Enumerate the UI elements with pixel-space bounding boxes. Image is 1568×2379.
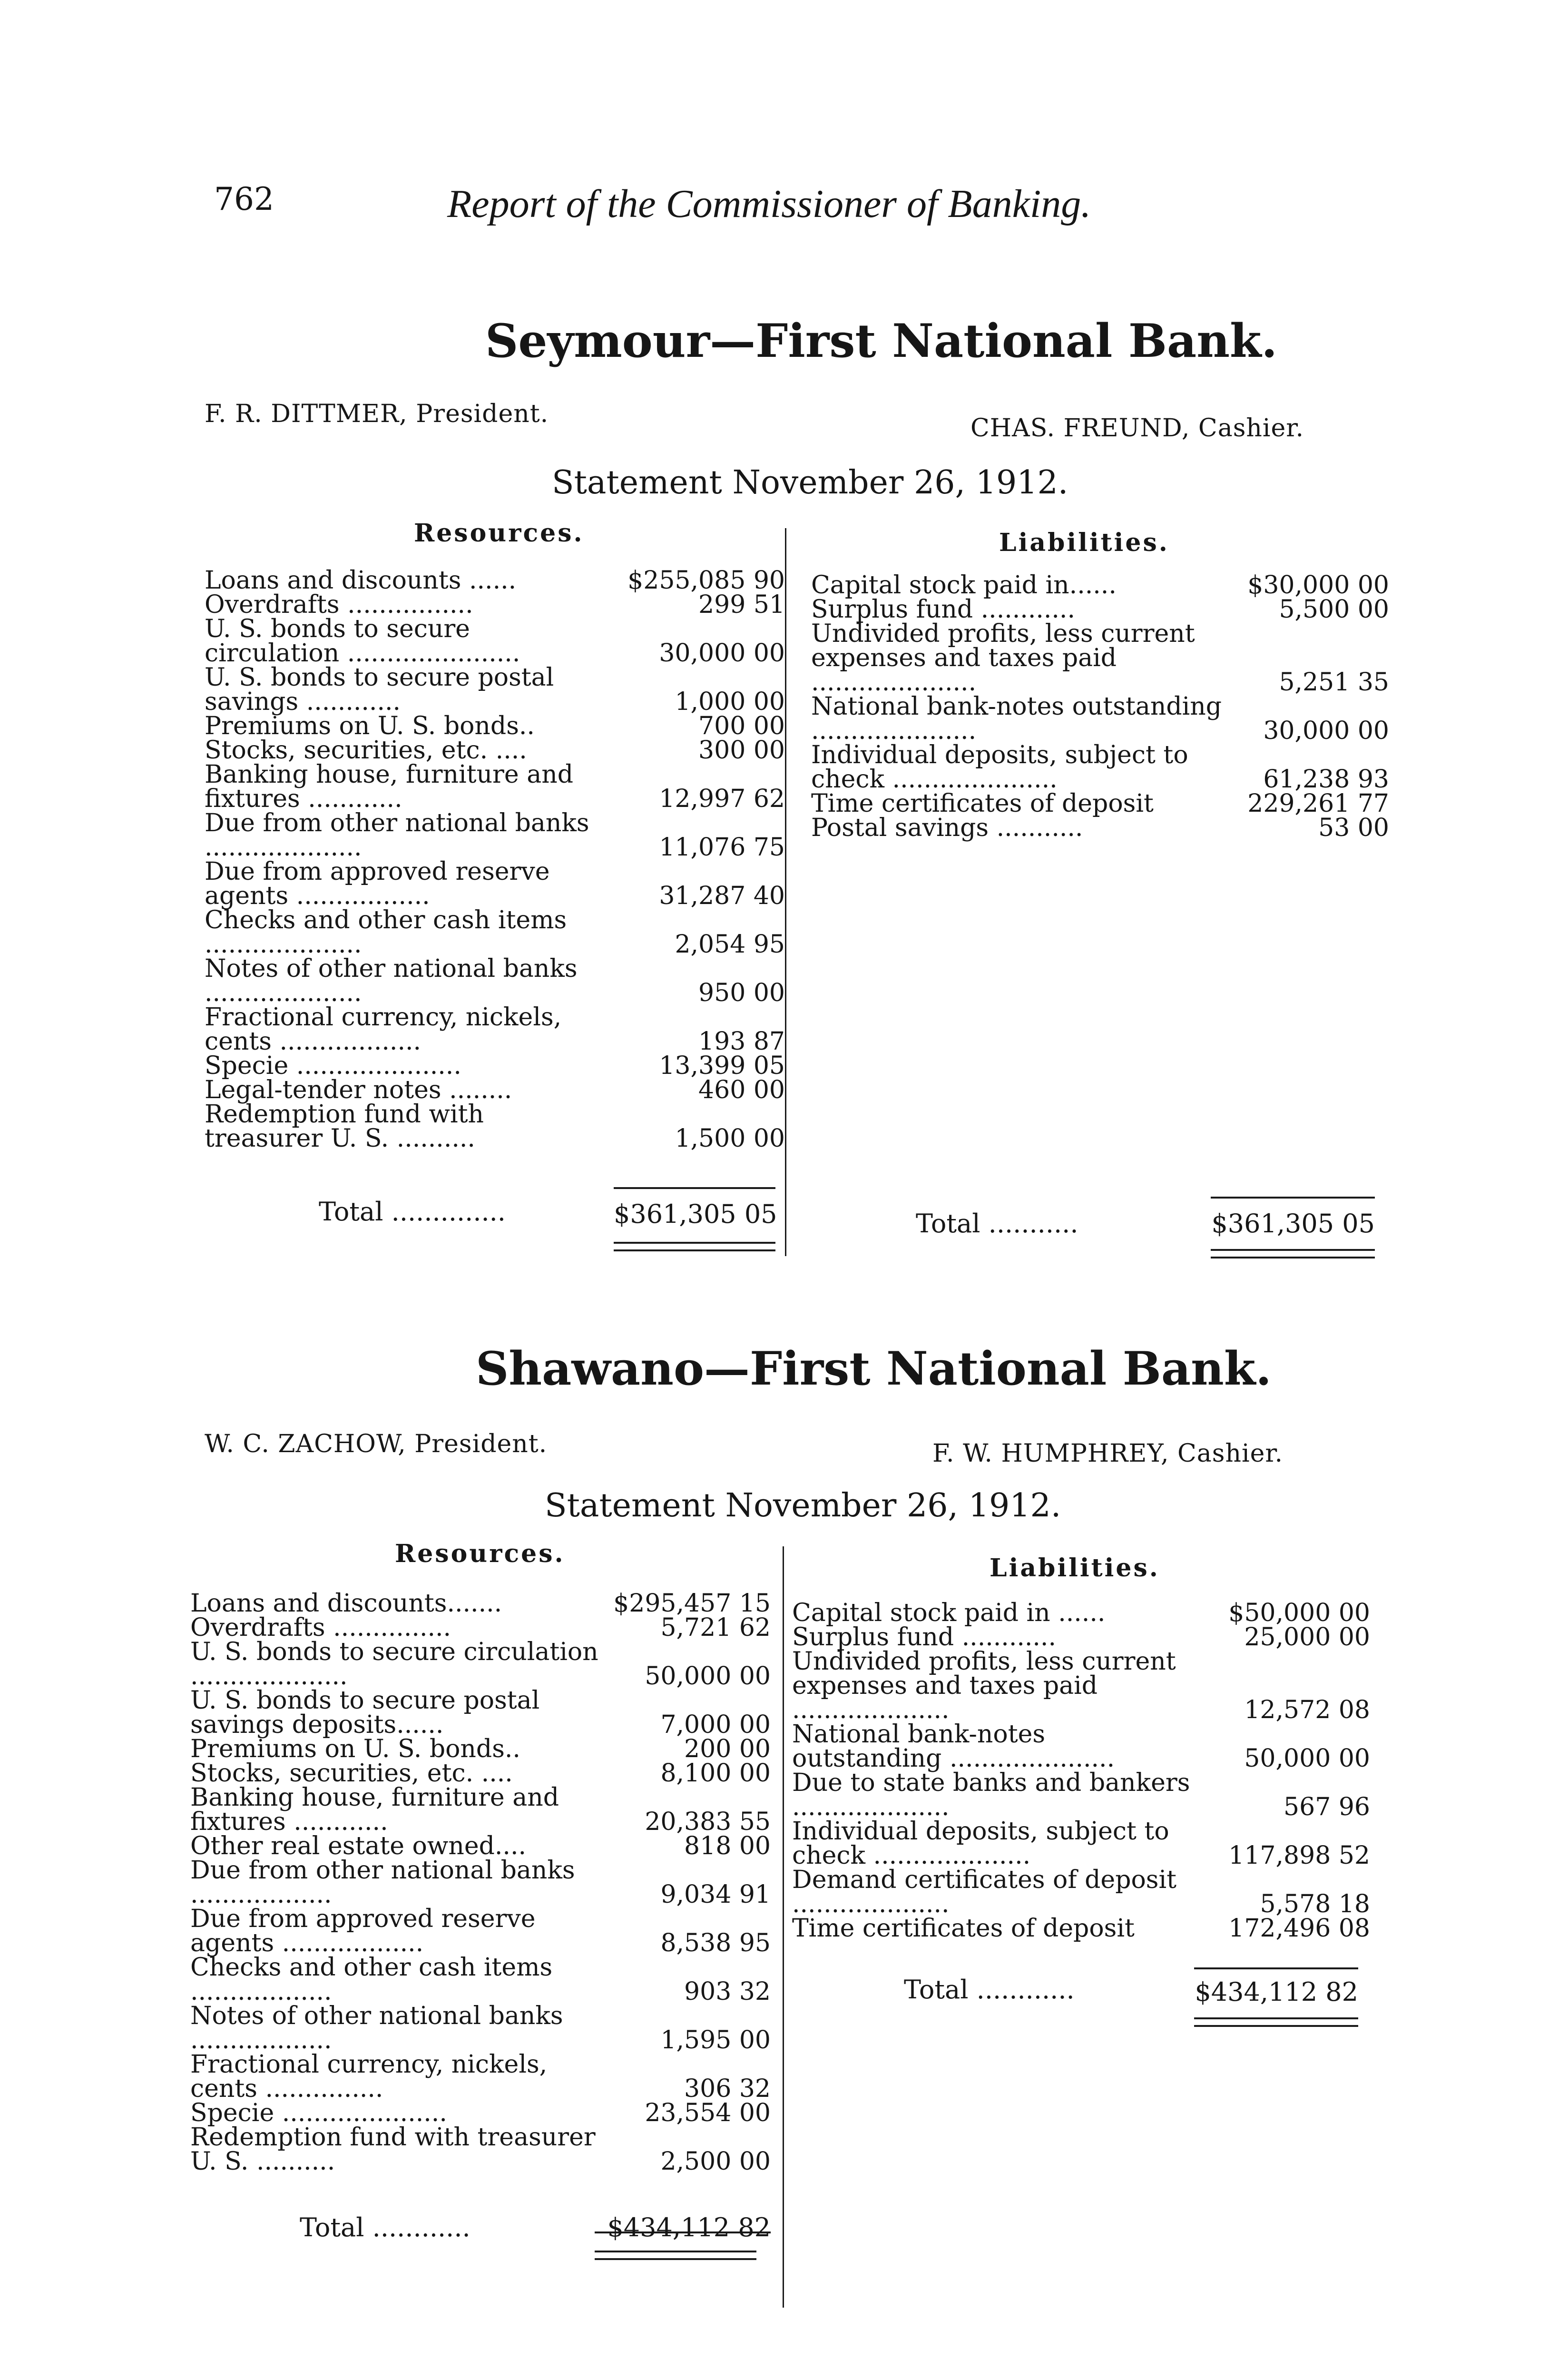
column-divider — [785, 528, 786, 1256]
item-amount: $255,085 90 — [627, 566, 785, 595]
item-amount: 2,500 00 — [660, 2147, 771, 2176]
resource-item — [190, 1640, 771, 1689]
liabilities-total-label: Total ........... — [916, 1209, 1078, 1239]
liability-item — [792, 1771, 1370, 1819]
item-amount: 31,287 40 — [659, 882, 785, 910]
resource-item — [205, 908, 785, 957]
item-amount: 7,000 00 — [660, 1711, 771, 1739]
item-label: Due from other national banks .................. — [190, 1856, 575, 1909]
liability-item — [792, 1601, 1370, 1625]
liability-item — [792, 1647, 1370, 1724]
resource-item — [205, 811, 785, 860]
resource-item — [205, 566, 785, 595]
liability-item — [792, 1722, 1370, 1771]
item-label: U. S. bonds to secure postal savings deposits...... — [190, 1686, 540, 1739]
item-amount: 12,997 62 — [659, 785, 785, 813]
item-amount: 50,000 00 — [1244, 1744, 1370, 1773]
liabilities-total: $434,112 82 — [1195, 1977, 1358, 2007]
resource-item — [205, 714, 785, 738]
item-amount: 2,054 95 — [675, 930, 785, 959]
item-amount: 229,261 77 — [1247, 789, 1389, 818]
resource-item — [190, 2050, 771, 2103]
item-amount: 11,076 75 — [659, 833, 785, 862]
item-amount: 53 00 — [1318, 814, 1389, 842]
item-label: Undivided profits, less current expenses and taxes paid .................... — [792, 1647, 1176, 1724]
bank-title: Shawano—First National Bank. — [476, 1342, 1272, 1396]
resource-item — [205, 1005, 785, 1054]
liability-item — [792, 1914, 1370, 1943]
liability-item — [792, 1819, 1370, 1868]
item-label: Surplus fund ............ — [811, 595, 1075, 624]
liability-item — [811, 619, 1389, 697]
item-amount: 1,500 00 — [675, 1124, 785, 1153]
item-amount: 9,034 91 — [660, 1880, 771, 1909]
item-label: Legal-tender notes ........ — [205, 1076, 512, 1104]
resources-total: $361,305 05 — [614, 1199, 777, 1229]
resource-item — [190, 1589, 771, 1618]
item-label: Redemption fund with treasurer U. S. .......... — [205, 1100, 484, 1153]
resource-item — [205, 954, 785, 1007]
double-rule — [1194, 2017, 1358, 2027]
president: F. R. DITTMER, President. — [205, 400, 549, 428]
item-amount: 8,538 95 — [660, 1929, 771, 1957]
item-label: Individual deposits, subject to check ..................... — [811, 741, 1188, 794]
item-label: Notes of other national banks .................... — [205, 954, 578, 1007]
cashier: CHAS. FREUND, Cashier. — [970, 414, 1304, 442]
resource-item — [190, 2101, 771, 2125]
item-amount: 5,721 62 — [660, 1613, 771, 1642]
resources-total-label: Total .............. — [319, 1197, 506, 1227]
item-label: Premiums on U. S. bonds.. — [205, 712, 535, 740]
item-label: Fractional currency, nickels, cents .................. — [205, 1003, 562, 1056]
resource-item — [190, 1686, 771, 1739]
item-label: Fractional currency, nickels, cents ............... — [190, 2050, 548, 2103]
item-amount: 8,100 00 — [660, 1759, 771, 1788]
item-label: Overdrafts ............... — [190, 1613, 451, 1642]
item-amount: 700 00 — [698, 712, 785, 740]
double-rule — [595, 2251, 756, 2260]
item-label: Loans and discounts....... — [190, 1589, 502, 1618]
liabilities-total-label: Total ............ — [904, 1975, 1075, 2005]
item-amount: 172,496 08 — [1228, 1914, 1370, 1943]
liability-item — [811, 573, 1389, 598]
item-amount: 567 96 — [1284, 1793, 1370, 1821]
item-amount: 299 51 — [698, 590, 785, 619]
item-label: Specie ..................... — [205, 1052, 461, 1080]
column-divider — [783, 1546, 784, 2308]
liabilities-heading: Liabilities. — [999, 528, 1169, 557]
statement-date: Statement November 26, 1912. — [552, 464, 1068, 501]
item-amount: 1,000 00 — [675, 688, 785, 716]
item-amount: $30,000 00 — [1247, 571, 1389, 600]
total-rule — [1211, 1197, 1375, 1199]
item-label: Premiums on U. S. bonds.. — [190, 1735, 520, 1763]
item-amount: 12,572 08 — [1244, 1696, 1370, 1724]
item-label: National bank-notes outstanding ..................... — [811, 692, 1222, 745]
resource-item — [190, 1858, 771, 1907]
item-label: Other real estate owned.... — [190, 1832, 527, 1860]
total-rule — [614, 1187, 775, 1189]
item-label: Time certificates of deposit — [811, 789, 1154, 818]
item-amount: 193 87 — [698, 1027, 785, 1056]
item-label: Due from approved reserve agents ................. — [205, 857, 550, 910]
liability-item — [811, 743, 1389, 792]
item-label: Capital stock paid in ...... — [792, 1599, 1106, 1627]
liability-item — [811, 595, 1389, 624]
cashier: F. W. HUMPHREY, Cashier. — [932, 1439, 1284, 1468]
item-label: U. S. bonds to secure circulation ...................... — [205, 615, 520, 668]
resource-item — [205, 738, 785, 763]
item-label: Overdrafts ................ — [205, 590, 473, 619]
resource-item — [190, 1783, 771, 1836]
item-label: Checks and other cash items .................... — [205, 906, 567, 959]
double-rule — [1211, 1249, 1375, 1258]
item-amount: 117,898 52 — [1228, 1841, 1370, 1870]
resource-item — [205, 857, 785, 910]
resources-total-label: Total ............ — [300, 2212, 470, 2242]
item-amount: 61,238 93 — [1263, 765, 1389, 794]
item-amount: 306 32 — [684, 2074, 771, 2103]
liabilities-total: $361,305 05 — [1211, 1209, 1375, 1239]
item-label: Notes of other national banks .................. — [190, 2002, 563, 2055]
item-label: Undivided profits, less current expenses and taxes paid ..................... — [811, 619, 1195, 697]
resource-item — [190, 1737, 771, 1761]
resources-list — [205, 566, 785, 1153]
item-amount: 950 00 — [698, 979, 785, 1007]
item-amount: 5,500 00 — [1279, 595, 1389, 624]
resource-item — [190, 2125, 771, 2174]
item-amount: 23,554 00 — [645, 2099, 771, 2127]
resource-item — [205, 617, 785, 666]
item-amount: 25,000 00 — [1244, 1623, 1370, 1652]
item-label: Time certificates of deposit — [792, 1914, 1135, 1943]
liability-item — [811, 692, 1389, 745]
liabilities-list — [811, 573, 1389, 840]
item-label: Due from other national banks .................... — [205, 809, 589, 862]
item-amount: 30,000 00 — [659, 639, 785, 668]
resource-item — [205, 590, 785, 619]
item-label: Banking house, furniture and fixtures ............ — [190, 1783, 559, 1836]
resource-item — [205, 663, 785, 716]
liabilities-list — [792, 1601, 1370, 1941]
resources-heading: Resources. — [395, 1539, 565, 1568]
resource-item — [190, 1953, 771, 2006]
item-label: National bank-notes outstanding ..................... — [792, 1720, 1115, 1773]
item-amount: 460 00 — [698, 1076, 785, 1104]
item-amount: 13,399 05 — [659, 1052, 785, 1080]
resource-item — [205, 1054, 785, 1078]
item-label: Checks and other cash items .................. — [190, 1953, 553, 2006]
item-amount: 20,383 55 — [645, 1808, 771, 1836]
total-rule — [1194, 1967, 1358, 1969]
item-amount: 300 00 — [698, 736, 785, 765]
item-label: U. S. bonds to secure postal savings ............ — [205, 663, 554, 716]
liability-item — [792, 1868, 1370, 1917]
item-amount: $295,457 15 — [613, 1589, 771, 1618]
resource-item — [190, 1907, 771, 1956]
liability-item — [811, 816, 1389, 840]
page-number: 762 — [214, 181, 274, 217]
resource-item — [205, 1078, 785, 1102]
item-label: Due from approved reserve agents .................. — [190, 1905, 536, 1957]
running-head: Report of the Commissioner of Banking. — [447, 182, 1091, 226]
resources-list — [190, 1589, 771, 2176]
president: W. C. ZACHOW, President. — [205, 1430, 548, 1458]
item-amount: 5,578 18 — [1260, 1890, 1370, 1918]
liability-item — [811, 789, 1389, 818]
item-label: Surplus fund ............ — [792, 1623, 1056, 1652]
item-amount: 5,251 35 — [1279, 668, 1389, 697]
statement-date: Statement November 26, 1912. — [545, 1487, 1061, 1524]
bank-title: Seymour—First National Bank. — [485, 314, 1277, 368]
item-label: Loans and discounts ...... — [205, 566, 517, 595]
liability-item — [792, 1625, 1370, 1650]
item-label: Demand certificates of deposit .................... — [792, 1866, 1177, 1918]
resources-heading: Resources. — [414, 519, 584, 548]
item-label: Capital stock paid in...... — [811, 571, 1117, 600]
liabilities-heading: Liabilities. — [990, 1553, 1160, 1583]
item-amount: 200 00 — [684, 1735, 771, 1763]
double-rule — [614, 1242, 775, 1251]
resource-item — [205, 760, 785, 813]
item-label: Stocks, securities, etc. .... — [190, 1759, 513, 1788]
item-label: Postal savings ........... — [811, 814, 1083, 842]
item-label: Specie ..................... — [190, 2099, 447, 2127]
item-label: U. S. bonds to secure circulation .................... — [190, 1638, 598, 1691]
resource-item — [190, 1834, 771, 1858]
item-label: Redemption fund with treasurer U. S. .......... — [190, 2123, 596, 2176]
resource-item — [190, 2004, 771, 2053]
resource-item — [190, 1613, 771, 1642]
item-amount: 903 32 — [684, 1977, 771, 2006]
item-amount: 30,000 00 — [1263, 717, 1389, 745]
item-amount: 818 00 — [684, 1832, 771, 1860]
item-label: Stocks, securities, etc. .... — [205, 736, 527, 765]
item-label: Banking house, furniture and fixtures ............ — [205, 760, 573, 813]
item-amount: 50,000 00 — [645, 1662, 771, 1691]
resources-total: $434,112 82 — [607, 2212, 771, 2242]
item-label: Due to state banks and bankers .................... — [792, 1769, 1190, 1821]
item-amount: 1,595 00 — [660, 2026, 771, 2055]
resource-item — [205, 1102, 785, 1151]
item-amount: $50,000 00 — [1228, 1599, 1370, 1627]
resource-item — [190, 1761, 771, 1786]
item-label: Individual deposits, subject to check .................... — [792, 1817, 1169, 1870]
